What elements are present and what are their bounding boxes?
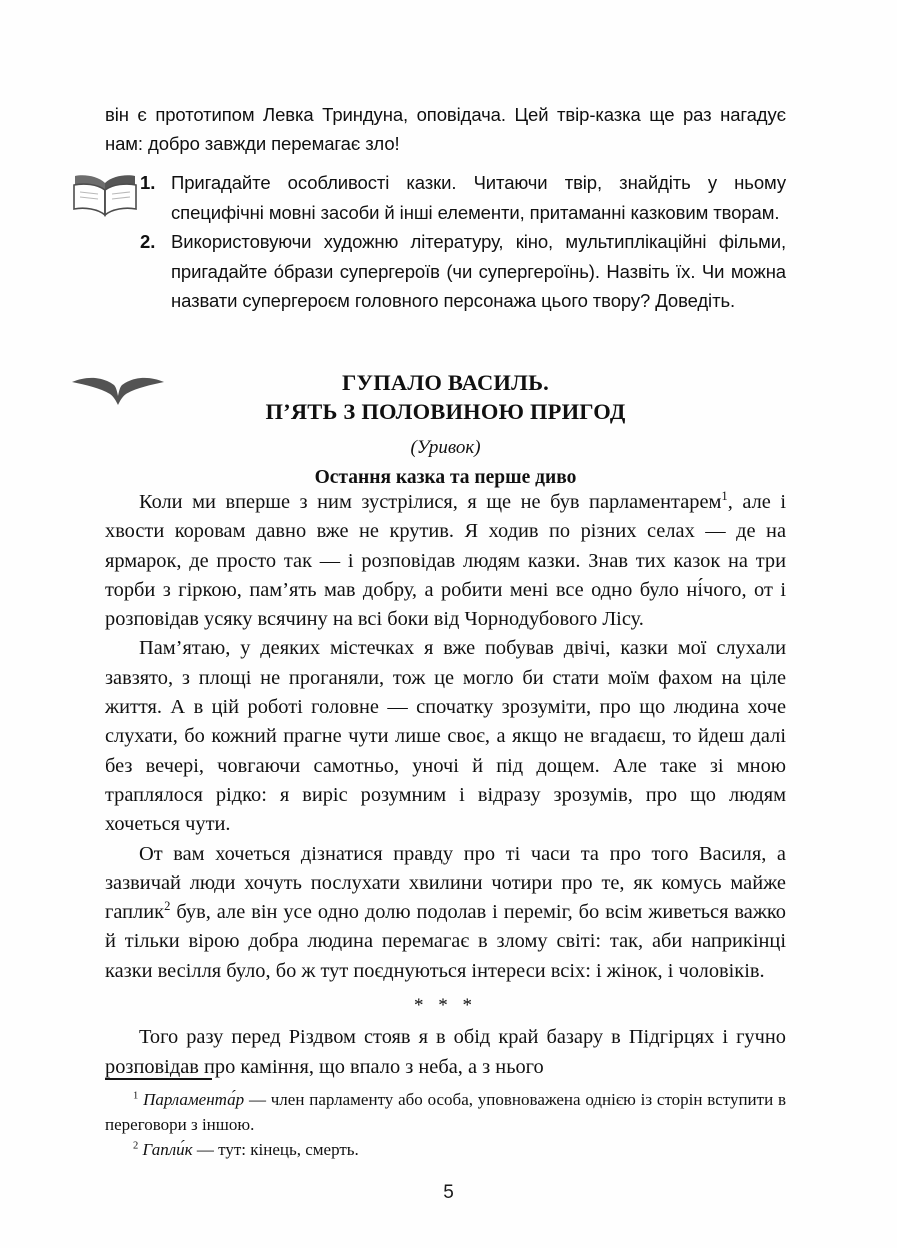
task-text: Пригадайте особливості казки. Читаючи твір, знайдіть у ньому специфічні мовні засоби й інші елементи, притаманні казковим творам. — [171, 172, 786, 223]
paragraph-1-part-a: Коли ми вперше з ним зустрілися, я ще не був парламентарем — [139, 491, 722, 513]
task-number: 1. — [140, 172, 156, 193]
paragraph-2: Пам’ятаю, у деяких містечках я вже побував двічі, казки мої слухали завзято, з площі не проганяли, тож це могло би стати моїм фахом на ціле життя. А в цій роботі головне — спочатку зрозуміти, про що людина хоче слухати, бо кожний прагне чути лише своє, а якщо не вгадаєш, то йдеш далі без вечері, човгаючи самотньо, уночі й під дощем. Але таке зі мною траплялося рідко: я виріс розумним і відразу зрозумів, про що людям хочеться чути. — [105, 637, 786, 836]
work-title-line-2: П’ЯТЬ З ПОЛОВИНОЮ ПРИГОД — [265, 399, 626, 424]
footnote-marker: 2 — [133, 1140, 139, 1152]
paragraph-3-part-a: От вам хочеться дізнатися правду про ті часи та про того Василя, а зазвичай люди хочуть послухати хвилини чотири про те, як комусь майже гаплик — [105, 842, 786, 924]
page-number: 5 — [443, 1182, 454, 1203]
task-text: Використовуючи художню літературу, кіно, мультиплікаційні фільми, пригадайте о́брази супергероїв (чи супергероїнь). Назвіть їх. Чи можна назвати супергероєм головного персонажа цього твору? Доведіть. — [171, 231, 786, 311]
paragraph-3-part-b: був, але він усе одно долю подолав і переміг, бо всім живеться важко й тільки вірою добра людина перемагає в злому світі: так, аби наприкінці казки весілля було, бо ж тут поєднуються інтереси всіх: і жінок, і чоловіків. — [105, 901, 786, 982]
body-text — [105, 488, 786, 1082]
footnote-item — [105, 1137, 786, 1162]
scene-separator: * * * — [414, 995, 477, 1017]
paragraph-1-part-b: , але і хвости коровам давно вже не крутив. Я ходив по різних селах — де на ярмарок, де просто так — і розповідав людям казки. Знав тих казок на три торби з гіркою, пам’ять мав добру, а робити мені все одно було ні́чого, от і розповідав усяку всячину на всі боки від Чорнодубового Лісу. — [105, 491, 786, 631]
footnotes-block — [105, 1078, 786, 1162]
footnote-definition: — тут: кінець, смерть. — [192, 1140, 359, 1159]
paragraph-1 — [105, 488, 786, 634]
paragraph-4: Того разу перед Різдвом стояв я в обід край базару в Підгірцях і гучно розповідав про каміння, що впало з неба, а з нього — [105, 1026, 786, 1078]
task-number: 2. — [140, 231, 156, 252]
footnote-divider — [105, 1078, 212, 1080]
footnote-term: Парламента́р — [143, 1090, 245, 1109]
work-title-block — [105, 368, 786, 491]
excerpt-note: (Уривок) — [410, 437, 481, 458]
footnote-definition: — член парламенту або особа, уповноважена однією із сторін вступити в переговори з іншою. — [105, 1090, 786, 1134]
work-title — [105, 368, 786, 426]
footnote-item — [105, 1087, 786, 1137]
footnote-marker: 1 — [133, 1090, 139, 1102]
footnote-ref-1: 1 — [721, 489, 728, 504]
open-book-icon — [72, 172, 138, 220]
task-item — [140, 168, 786, 227]
paragraph-3 — [105, 840, 786, 986]
footnote-ref-2: 2 — [164, 899, 171, 914]
intro-paragraph: він є прототипом Левка Триндуна, оповідача. Цей твір-казка ще раз нагадує нам: добро завжди перемагає зло! — [105, 104, 786, 154]
task-item — [140, 227, 786, 316]
intro-paragraph-block — [105, 100, 786, 158]
section-heading: Остання казка та перше диво — [314, 467, 577, 488]
work-title-line-1: ГУПАЛО ВАСИЛЬ. — [341, 370, 549, 395]
task-list — [140, 168, 786, 316]
footnote-term: Гапли́к — [142, 1140, 193, 1159]
